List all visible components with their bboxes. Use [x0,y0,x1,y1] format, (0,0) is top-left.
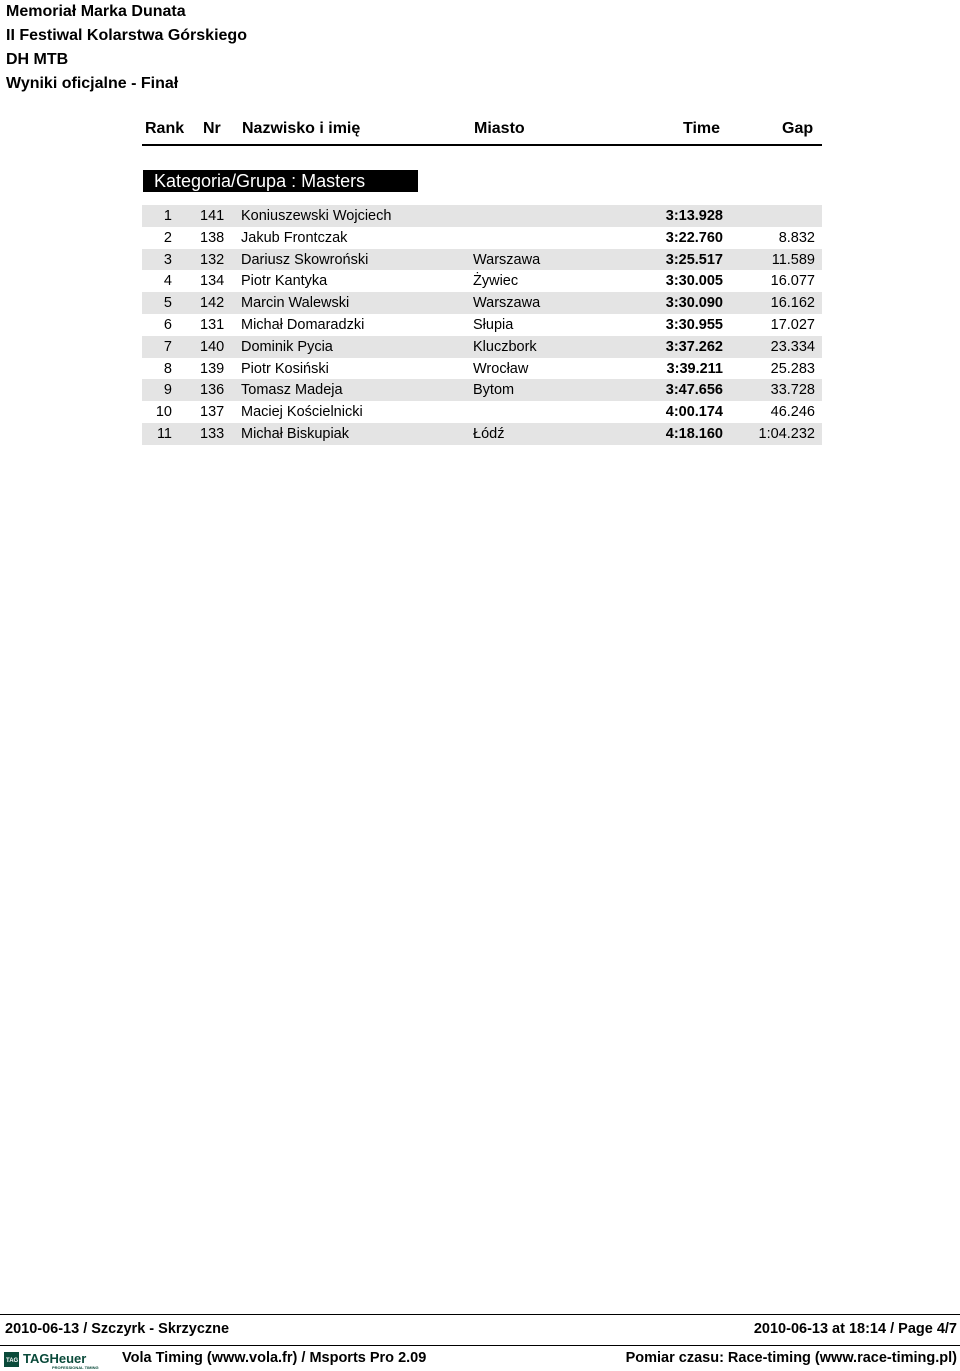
results-table [142,205,822,445]
city-cell: Łódź [473,425,505,442]
rider-name-cell: Dariusz Skowroński [241,251,369,268]
table-row [142,358,822,380]
city-cell: Kluczbork [473,338,537,355]
col-gap: Gap [782,120,814,137]
timing-credit: Pomiar czasu: Race-timing (www.race-timing.pl) [625,1350,957,1366]
bib-number-cell: 137 [200,404,225,421]
city-cell: Warszawa [473,295,541,312]
rider-name-cell: Dominik Pycia [241,338,333,355]
table-row [142,249,822,271]
rank-cell: 10 [155,404,172,421]
bib-number-cell: 138 [200,229,225,246]
gap-cell: 23.334 [770,338,815,355]
gap-cell: 25.283 [770,360,815,377]
svg-text:TAG: TAG [6,1358,19,1364]
rank-cell: 1 [163,208,172,224]
bib-number-cell: 134 [200,273,225,290]
tag-heuer-logo [4,1349,114,1370]
bib-number-cell: 136 [200,382,225,399]
time-cell: 3:47.656 [665,382,723,399]
rank-cell: 2 [163,229,172,246]
table-row [142,292,822,314]
table-row [142,336,822,358]
gap-cell: 33.728 [770,382,815,399]
time-cell: 3:25.517 [665,251,723,268]
gap-cell: 11.589 [771,251,815,268]
time-cell: 3:30.005 [665,273,723,290]
footer-credits [0,1345,960,1371]
rank-cell: 4 [163,273,172,290]
time-cell: 3:30.955 [665,316,723,333]
rider-name-cell: Piotr Kosiński [241,360,329,377]
bib-number-cell: 131 [200,316,225,333]
time-cell: 3:22.760 [665,229,723,246]
event-title: Memoriał Marka Dunata [6,3,186,20]
results-type: Wyniki oficjalne - Finał [6,75,179,92]
city-cell: Bytom [473,382,515,399]
rank-cell: 9 [163,382,172,399]
city-cell: Wrocław [473,360,529,377]
rank-cell: 5 [163,295,172,312]
logo-wordmark: TAGHeuer [23,1351,87,1366]
col-time: Time [683,120,721,137]
city-cell: Warszawa [473,251,541,268]
table-row [142,401,822,423]
table-row [142,379,822,401]
category-label: Kategoria/Grupa : Masters [143,170,418,192]
footer-info [0,1314,960,1345]
rank-cell: 3 [163,251,172,268]
gap-cell: 16.077 [770,273,815,290]
bib-number-cell: 132 [200,251,225,268]
rider-name-cell: Koniuszewski Wojciech [241,208,392,224]
table-row [142,423,822,445]
bib-number-cell: 141 [200,208,225,224]
bib-number-cell: 142 [200,295,225,312]
software-credit: Vola Timing (www.vola.fr) / Msports Pro 2.09 [122,1350,427,1366]
column-headers [142,118,822,146]
gap-cell: 1:04.232 [758,425,815,442]
rider-name-cell: Jakub Frontczak [241,229,348,246]
col-city: Miasto [474,120,525,137]
col-name: Nazwisko i imię [242,120,361,137]
time-cell: 4:00.174 [665,404,723,421]
discipline: DH MTB [6,51,69,68]
time-cell: 4:18.160 [665,425,723,442]
rider-name-cell: Piotr Kantyka [241,273,328,290]
logo-subtitle: PROFESSIONAL TIMING [52,1365,99,1370]
rank-cell: 11 [156,425,172,442]
time-cell: 3:30.090 [665,295,723,312]
rider-name-cell: Maciej Kościelnicki [241,404,363,421]
col-rank: Rank [145,120,185,137]
city-cell: Żywiec [473,273,519,290]
time-cell: 3:13.928 [665,208,723,224]
col-nr: Nr [203,120,221,137]
bib-number-cell: 133 [200,425,225,442]
rank-cell: 8 [163,360,172,377]
time-cell: 3:39.211 [666,360,723,377]
table-row [142,227,822,249]
event-subtitle: II Festiwal Kolarstwa Górskiego [6,27,247,44]
bib-number-cell: 140 [200,338,225,355]
table-row [142,205,822,227]
gap-cell: 46.246 [770,404,815,421]
rank-cell: 6 [163,316,172,333]
rider-name-cell: Michał Biskupiak [241,425,349,442]
rider-name-cell: Marcin Walewski [241,295,350,312]
time-cell: 3:37.262 [665,338,723,355]
table-row [142,314,822,336]
gap-cell: 8.832 [778,229,815,246]
rank-cell: 7 [163,338,172,355]
bib-number-cell: 139 [200,360,225,377]
gap-cell: 17.027 [770,316,815,333]
gap-cell: 16.162 [770,295,815,312]
footer-timestamp-page: 2010-06-13 at 18:14 / Page 4/7 [753,1321,957,1337]
footer-date-location: 2010-06-13 / Szczyrk - Skrzyczne [5,1321,230,1337]
event-header [6,0,247,96]
city-cell: Słupia [473,316,514,333]
table-row [142,270,822,292]
rider-name-cell: Tomasz Madeja [241,382,343,399]
rider-name-cell: Michał Domaradzki [241,316,365,333]
